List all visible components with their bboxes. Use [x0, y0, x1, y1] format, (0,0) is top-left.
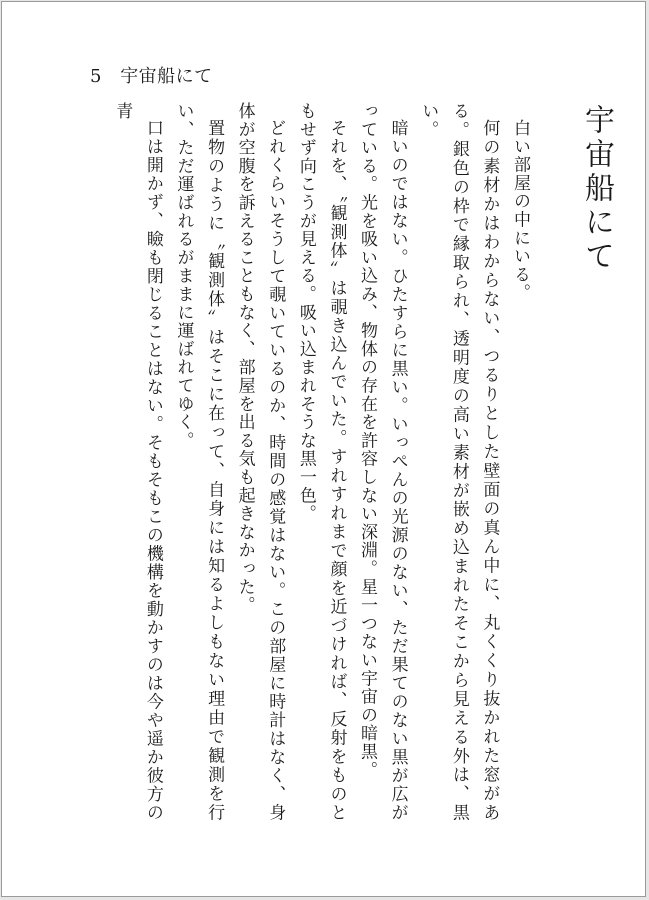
page-number: 5 — [90, 66, 102, 87]
book-page — [1, 1, 646, 897]
paragraph-5: どれくらいそうして覗いているのか、時間の感覚はない。この部屋に時計はなく、身体が空腹を訴えることもなく、部屋を出る気も起きなかった。 — [234, 102, 286, 822]
chapter-title: 宇宙船にて — [579, 104, 614, 274]
paragraph-6: 置物のように〝観測体〟はそこに在って、自身には知るよしもない理由で観測を行い、ただ運ばれるがままに運ばれてゆく。 — [173, 102, 225, 822]
paragraph-7: 口は開かず、瞼も閉じることはない。そもそもこの機構を動かすのは今や遥か彼方の青 — [112, 102, 163, 822]
paragraph-2: 何の素材かはわからない、つるりとした壁面の真ん中に、丸くくり抜かれた窓がある。銀色の枠で縁取られ、透明度の高い素材が嵌め込まれたそこから見える外は、黒い。 — [418, 102, 500, 822]
vertical-text-body — [107, 102, 614, 822]
running-header-title: 宇宙船にて — [120, 66, 213, 87]
paragraph-4: それを、〝観測体〟は覗き込んでいた。すれすれまで顔を近づければ、反射をものともせず向こうが見える。吸い込まれそうな黒一色。 — [295, 102, 347, 822]
running-header — [90, 62, 213, 88]
paragraph-3: 暗いのではない。ひたすらに黒い。いっぺんの光源のない、ただ果てのない黒が広がっている。光を吸い込み、物体の存在を許容しない深淵。星一つない宇宙の暗黒。 — [357, 102, 408, 822]
paragraph-1: 白い部屋の中にいる。 — [510, 119, 530, 302]
